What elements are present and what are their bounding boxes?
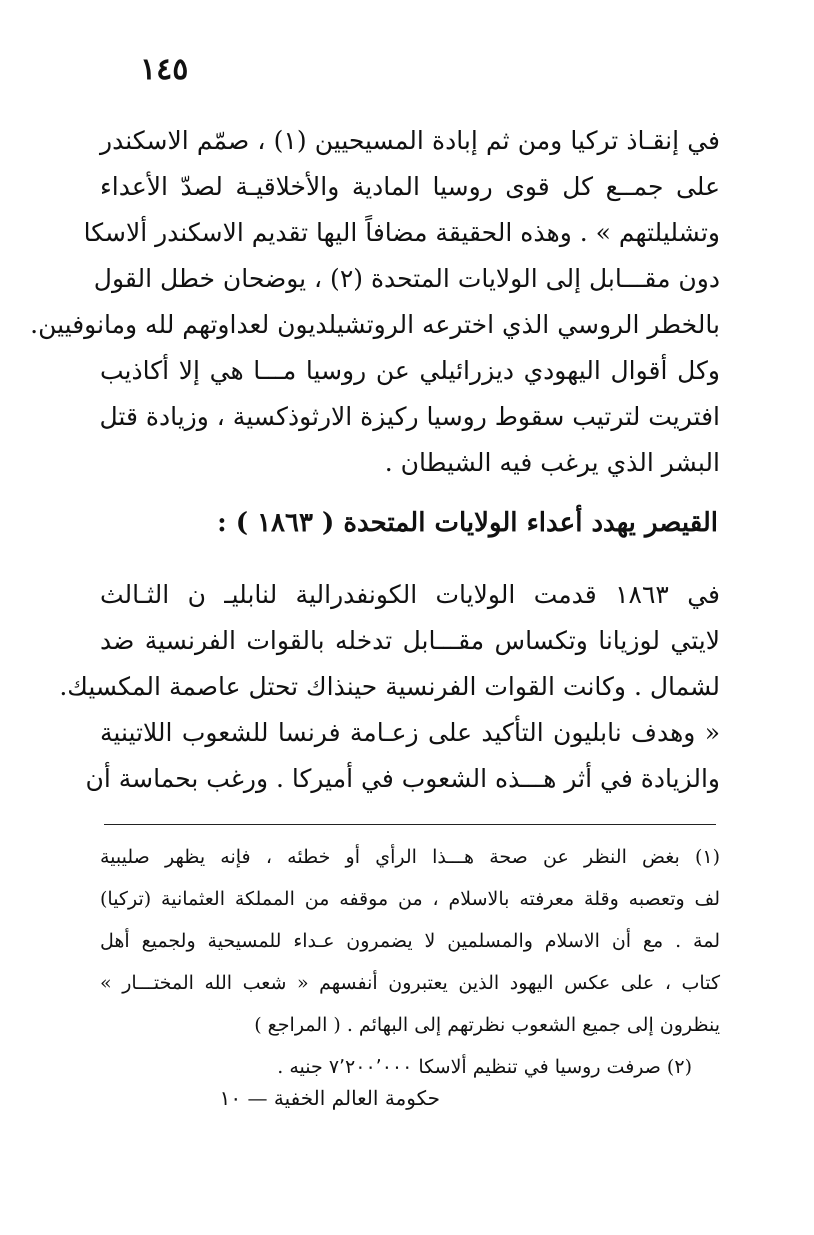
paragraph-line: على جمــع كل قوى روسيا المادية والأخلاقيـة لصدّ الأعداء [100,172,720,201]
paragraph-line: في ١٨٦٣ قدمت الولايات الكونفدرالية لنابليـ ن الثـالث [100,580,720,609]
paragraph-line: لايتي لوزيانا وتكساس مقـــابل تدخله بالقوات الفرنسية ضد [100,626,720,655]
footnote-line: ينظرون إلى جميع الشعوب نظرتهم إلى البهائم . ( المراجع ) [254,1014,720,1036]
paragraph-line: « وهدف نابليون التأكيد على زعـامة فرنسا للشعوب اللاتينية [100,718,720,747]
footnote-line: (١) بغض النظر عن صحة هـــذا الرأي أو خطئه ، فإنه يظهر صليبية [100,846,720,868]
footnote-line: (٢) صرفت روسيا في تنظيم ألاسكا ٧٬٢٠٠٬٠٠٠ جنيه . [277,1056,692,1078]
paragraph-line: دون مقـــابل إلى الولايات المتحدة (٢) ، يوضحان خطل القول [93,264,720,293]
footnote-line: لف وتعصبه وقلة معرفته بالاسلام ، من موقفه من المملكة العثمانية (تركيا) [100,888,720,910]
paragraph-line: لشمال . وكانت القوات الفرنسية حينذاك تحتل عاصمة المكسيك. [59,672,720,701]
footnote-line: لمة . مع أن الاسلام والمسلمين لا يضمرون عـداء للمسيحية ولجميع أهل [100,930,720,952]
page-number: ١٤٥ [140,52,189,87]
paragraph-line: بالخطر الروسي الذي اخترعه الروتشيلديون لعداوتهم لله ومانوفيين. [30,310,720,339]
paragraph-line: وتشليلتهم » . وهذه الحقيقة مضافاً اليها تقديم الاسكندر ألاسكا [83,218,720,247]
paragraph-1 [30,118,720,486]
section-heading: القيصر يهدد أعداء الولايات المتحدة ( ١٨٦٣ ) : [217,508,718,538]
paragraph-line: افتريت لترتيب سقوط روسيا ركيزة الارثوذكسية ، وزيادة قتل [99,402,720,431]
paragraph-2 [59,572,720,802]
paragraph-line: وكل أقوال اليهودي ديزرائيلي عن روسيا مـــا هي إلا أكاذيب [100,356,720,385]
footnote-line: كتاب ، على عكس اليهود الذين يعتبرون أنفسهم « شعب الله المختـــار » [100,972,720,994]
book-signature: حكومة العالم الخفية — ١٠ [219,1086,440,1110]
paragraph-line: البشر الذي يرغب فيه الشيطان . [384,448,720,477]
footnotes [100,836,720,1088]
paragraph-line: والزيادة في أثر هـــذه الشعوب في أميركا . ورغب بحماسة أن [85,764,720,793]
footnote-divider [104,824,716,825]
paragraph-line: في إنقـاذ تركيا ومن ثم إبادة المسيحيين (١) ، صمّم الاسكندر [100,126,720,155]
